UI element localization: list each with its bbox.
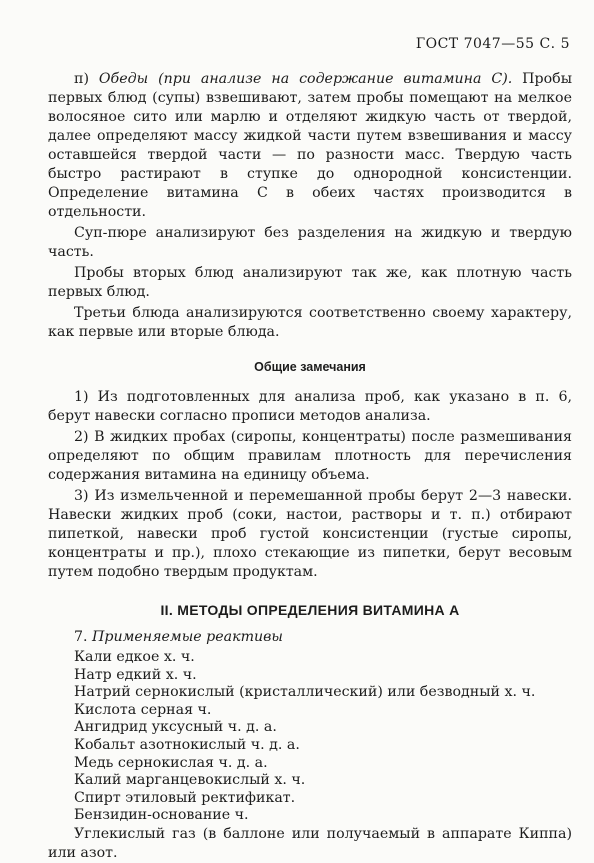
reagent-list — [48, 649, 572, 825]
paragraph-soup-puree: Суп-пюре анализируют без разделения на жидкую и твердую часть. — [48, 225, 572, 260]
item-7-heading — [48, 628, 572, 647]
remark-item: 3) Из измельченной и перемешанной пробы берут 2—3 навески. Навески жидких проб (соки, настои, растворы и т. п.) отбирают пипеткой, навески проб густой консистенции (густые сиропы, концентраты и пр.), плохо стекающие из пипетки, берут весовым путем подобно твердым продуктам. — [48, 488, 572, 580]
section-heading: II. МЕТОДЫ ОПРЕДЕЛЕНИЯ ВИТАМИНА А — [160, 602, 460, 618]
paragraph-p-dinners — [48, 70, 572, 222]
reagent-item: Натр едкий х. ч. — [74, 666, 197, 683]
page-content — [48, 70, 572, 863]
reagent-item: Медь сернокислая ч. д. а. — [74, 754, 268, 771]
reagent-item: Бензидин-основание ч. — [74, 807, 249, 824]
item-title: Применяемые реактивы — [92, 629, 283, 645]
reagent-item: Спирт этиловый ректификат. — [74, 789, 296, 806]
reagent-item: Ангидрид уксусный ч. д. а. — [74, 719, 277, 736]
reagent-item: Кали едкое х. ч. — [74, 649, 195, 665]
reagent-gas-line: Углекислый газ (в баллоне или получаемый в аппарате Киппа) или азот. — [48, 825, 572, 861]
reagent-item: Калий марганцевокислый х. ч. — [74, 772, 306, 789]
item-letter: п) — [74, 71, 99, 87]
page-header: ГОСТ 7047—55 С. 5 — [415, 36, 570, 52]
remark-item: 1) Из подготовленных для анализа проб, как указано в п. 6, берут навески согласно прописи методов анализа. — [48, 389, 572, 424]
item-number: 7. — [74, 629, 93, 645]
general-remarks-heading: Общие замечания — [254, 360, 366, 374]
paragraph-text: Пробы первых блюд (супы) взвешивают, затем пробы помещают на мелкое волосяное сито или марлю и отделяют жидкую часть от твердой, далее определяют массу жидкой части путем взвешивания и массу оставшейся твердой части — по разности масс. Твердую часть быстро растирают в ступке до однородной консистенции. Определение витамина С в обеих частях производится в отдельности. — [48, 71, 572, 220]
reagent-item: Кислота серная ч. — [74, 701, 212, 718]
remark-item: 2) В жидких пробах (сиропы, концентраты) после размешивания определяют по общим правилам плотность для перечисления содержания витамина на единицу объема. — [48, 429, 572, 483]
paragraph-second-dishes: Пробы вторых блюд анализируют так же, как плотную часть первых блюд. — [48, 265, 572, 300]
reagent-item: Кобальт азотнокислый ч. д. а. — [74, 736, 300, 753]
reagent-item: Натрий сернокислый (кристаллический) или безводный х. ч. — [74, 684, 536, 701]
paragraph-third-dishes: Третьи блюда анализируются соответственно своему характеру, как первые или вторые блюда. — [48, 305, 572, 340]
item-title: Обеды (при анализе на содержание витамина С). — [98, 71, 513, 87]
